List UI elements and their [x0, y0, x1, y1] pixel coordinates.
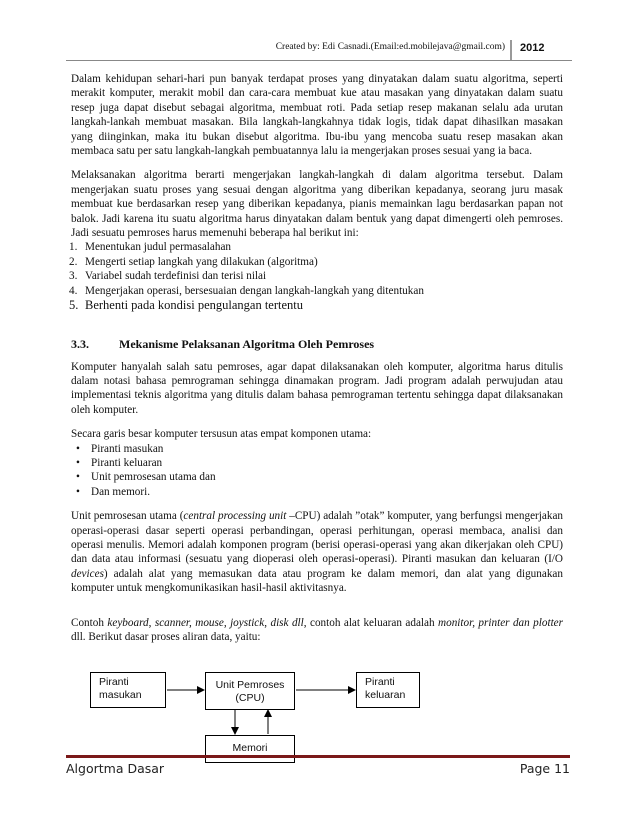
section-paragraph-1: Komputer hanyalah salah satu pemroses, agar dapat dilaksanakan oleh komputer, algoritma harus ditulis dalam notasi bahasa pemrograman sehingga dinamakan program. Jadi program adalah perwujudan atau implementasi teknis algoritma yang ditulis dalam bahasa pemrograman tertentu sehingga dapat dilaksanakan oleh komputer.	[71, 360, 563, 416]
list-item: 1. Menentukan judul permasalahan	[69, 241, 232, 254]
section-number: 3.3.	[71, 337, 89, 352]
section-paragraph-4: Contoh keyboard, scanner, mouse, joystick, disk dll, contoh alat keluaran adalah monitor, printer dan plotter dll. Berikut dasar proses aliran data, yaitu:	[71, 616, 563, 643]
header-year: 2012	[520, 42, 545, 54]
page-number: Page 11	[519, 761, 570, 776]
list-item: 3. Variabel sudah terdefinisi dan terisi nilai	[69, 270, 267, 283]
output-device-box: Piranti keluaran	[356, 672, 420, 708]
cpu-box: Unit Pemroses (CPU)	[205, 672, 295, 710]
list-item: 5. Berhenti pada kondisi pengulangan tertentu	[69, 298, 303, 313]
list-item: • Piranti masukan	[71, 442, 563, 456]
input-device-box: Piranti masukan	[90, 672, 166, 708]
intro-paragraph-2: Melaksanakan algoritma berarti mengerjakan langkah-langkah di dalam algoritma tersebut. Dalam mengerjakan suatu proses yang sesuai dengan algoritma yang diberikan kepadanya, seorang juru masak membuat kue berdasarkan resep yang diberikan kepadanya, pianis memainkan lagu berdasarkan papan not balok. Jadi karena itu suatu algoritma harus dinyatakan dalam bentuk yang dapat dimengerti oleh pemroses. Jadi sesuatu pemroses harus memenuhi beberapa hal berikut ini:	[71, 169, 563, 240]
footer-rule	[66, 755, 570, 758]
list-item: • Dan memori.	[71, 485, 563, 499]
list-item: • Piranti keluaran	[71, 456, 563, 470]
memory-box: Memori	[205, 735, 295, 763]
list-item: 4. Mengerjakan operasi, bersesuaian dengan langkah-langkah yang ditentukan	[69, 284, 424, 297]
intro-paragraph-1: Dalam kehidupan sehari-hari pun banyak terdapat proses yang dinyatakan dalam suatu algoritma, seperti merakit komputer, merakit mobil dan cara-cara membuat kue atau masakan yang dinyatakan dalam suatu resep juga dapat disebut sebagai algoritma, membuat roti. Pada setiap resep makanan selalu ada urutan langkah-lankah membuat masakan. Bila langkah-langkahnya tidak logis, tidak dapat dihasilkan masakan yang diinginkan, maka itu bukan disebut algoritma. Ibu-ibu yang mencoba suatu resep masakan akan membaca satu per satu langkah-langkah pembuatannya lalu ia mengerjakan proses sesuai yang ia baca.	[71, 73, 563, 158]
section-title: Mekanisme Pelaksanan Algoritma Oleh Pemroses	[119, 337, 375, 352]
section-paragraph-3: Unit pemrosesan utama (central processing unit –CPU) adalah ”otak” komputer, yang berfungsi mengerjakan operasi-operasi dasar seperti operasi perbandingan, operasi perhitungan, operasi membaca, analisi dan operasi menulis. Memori adalah komponen program (berisi operasi-operasi yang akan dikerjakan oleh CPU) dan data atau informasi (sesuatu yang dioperasi oleh operasi-operasi). Piranti masukan dan keluaran (I/O devices) adalah alat yang memasukan data atau program ke dalam memori, dan alat yang digunakan komputer untuk mengkomunikasikan hasil-hasil aktivitasnya.	[71, 510, 563, 595]
section-paragraph-2: Secara garis besar komputer tersusun atas empat komponen utama:	[71, 428, 372, 441]
footer-title: Algortma Dasar	[66, 761, 165, 776]
header-author: Created by: Edi Casnadi.(Email:ed.mobilejava@gmail.com)	[275, 42, 505, 52]
list-item: • Unit pemrosesan utama dan	[71, 470, 563, 484]
list-item: 2. Mengerti setiap langkah yang dilakukan (algoritma)	[69, 255, 318, 268]
